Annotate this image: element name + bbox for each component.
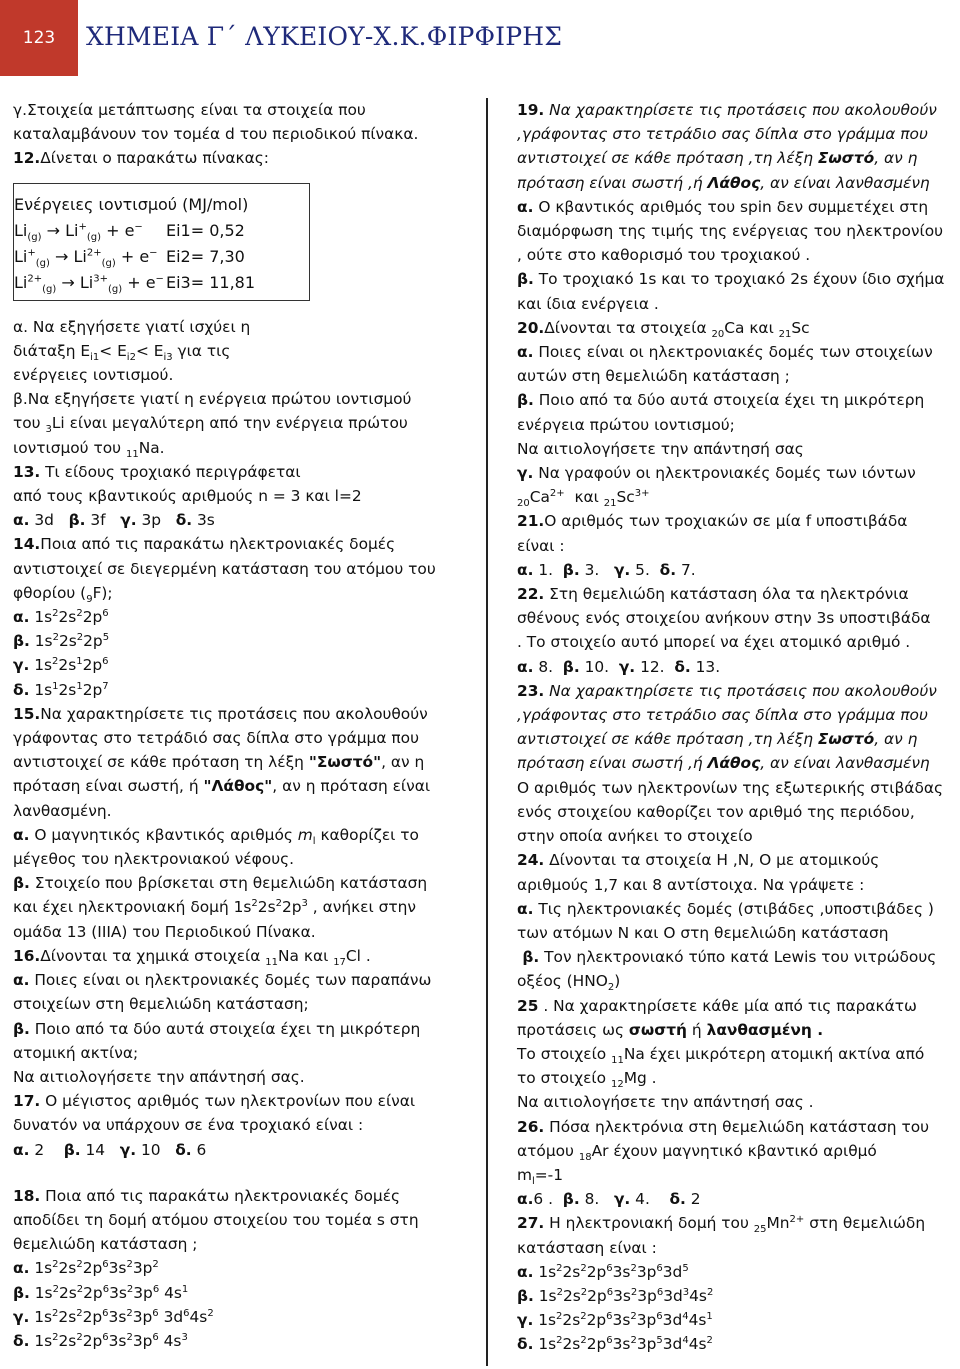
text-line: αντιστοιχεί σε διεγερμένη κατάσταση του ατόμου του: [13, 559, 436, 578]
table-title: Ενέργειες ιοντισμού (MJ/mol): [14, 194, 249, 214]
text-line: πρόταση είναι σωστή ,ή Λάθος, αν είναι λανθασμένη: [517, 754, 930, 773]
table-row: $Li^+_{(g)} \to Li^{2+}_{(g)} + e^-$ Ei2= 7,30: [14, 246, 245, 269]
option: α. $1s^22s^22p^63s^23p^63d^5$: [517, 1262, 689, 1281]
question-22: 22. Στη θεμελιώδη κατάσταση όλα τα ηλεκτρόνια: [517, 585, 909, 604]
option: δ. $1s^22s^22p^63s^23p^53d^44s^2$: [517, 1335, 713, 1354]
text-line: Να αιτιολογήσετε την απάντησή σας.: [13, 1067, 305, 1086]
text-line: αυτών στη θεμελιώδη κατάσταση ;: [517, 367, 790, 386]
text-line: μέγεθος του ηλεκτρονιακού νέφους.: [13, 850, 295, 869]
options-line: α.6 . β. 8. γ. 4. δ. 2: [517, 1190, 701, 1209]
text-line: το στοιχείο $_{12}$Mg .: [517, 1069, 657, 1091]
text-line: και έχει ηλεκτρονιακή δομή $1s^22s^22p^3$ , ανήκει στην: [13, 898, 416, 917]
text-line: ενέργειες ιοντισμού.: [13, 366, 174, 385]
options-line: α. 1. β. 3. γ. 5. δ. 7.: [517, 560, 696, 579]
question-15: 15.Να χαρακτηρίσετε τις προτάσεις που ακολουθούν: [13, 704, 428, 723]
options-line: α. 2 β. 14 γ. 10 δ. 6: [13, 1140, 207, 1159]
text-line: β. Ποιο από τα δύο αυτά στοιχεία έχει τη μικρότερη: [13, 1019, 421, 1038]
option: δ. $1s^22s^22p^63s^23p^6$ $4s^3$: [13, 1331, 188, 1350]
option: β. $1s^22s^22p^5$: [13, 632, 110, 651]
option: β. $1s^22s^22p^63s^23p^6$ $4s^1$: [13, 1283, 189, 1302]
text-line: και ίδια ενέργεια .: [517, 294, 659, 313]
options-line: α. 3d β. 3f γ. 3p δ. 3s: [13, 511, 215, 530]
table-row: $Li_{(g)} \to Li^+_{(g)} + e^-$ Ei1= 0,52: [14, 220, 245, 243]
text-line: Να αιτιολογήσετε την απάντησή σας .: [517, 1093, 814, 1112]
text-line: φθορίου $(_9F)$;: [13, 583, 113, 605]
text-line: αντιστοιχεί σε κάθε πρόταση τη λέξη "Σωστό", αν η: [13, 753, 425, 772]
header-title: ΧΗΜΕΙΑ Γ΄ ΛΥΚΕΙΟΥ-Χ.Κ.ΦΙΡΦΙΡΗΣ: [86, 22, 563, 51]
text-line: ,γράφοντας στο τετράδιο σας δίπλα στο γράμμα που: [517, 706, 928, 725]
option: α. $1s^22s^22p^6$: [13, 607, 109, 627]
text-line: αντιστοιχεί σε κάθε πρόταση ,τη λέξη Σωστό, αν η: [517, 149, 918, 168]
text-line: α. Τις ηλεκτρονιακές δομές (στιβάδες ,υποστιβάδες ): [517, 899, 934, 918]
text-line: πρόταση είναι σωστή, ή "Λάθος", αν η πρόταση είναι: [13, 777, 431, 796]
left-column: [13, 98, 475, 1353]
text-line: ομάδα 13 (ΙΙΙΑ) του Περιοδικού Πίνακα.: [13, 922, 316, 941]
options-line: α. 8. β. 10. γ. 12. δ. 13.: [517, 657, 721, 676]
text-line: των ατόμων Ν και Ο στη θεμελιώδη κατάσταση: [517, 923, 889, 942]
text-line: οξέος $(HNO_2)$: [517, 972, 621, 994]
question-25: 25 . Να χαρακτηρίσετε κάθε μία από τις παρακάτω: [517, 996, 917, 1015]
text-line: διαμόρφωση της τιμής της ενέργειας του ηλεκτρονίου: [517, 222, 944, 241]
question-12: 12.Δίνεται ο παρακάτω πίνακας:: [13, 149, 269, 168]
text-line: ενέργεια πρώτου ιοντισμού;: [517, 415, 735, 434]
text-line: β. Στοιχείο που βρίσκεται στη θεμελιώδη κατάσταση: [13, 874, 428, 893]
text-line: γράφοντας στο τετράδιό σας δίπλα στο γράμμα που: [13, 729, 419, 748]
option: γ. $1s^22s^22p^63s^23p^63d^44s^1$: [517, 1311, 713, 1330]
text-line: δυνατόν να υπάρχουν σε ένα τροχιακό είναι :: [13, 1116, 364, 1135]
text-line: , ούτε στο καθορισμό του τροχιακού .: [517, 246, 811, 265]
text-line: είναι :: [517, 536, 565, 555]
text-line: β.Να εξηγήσετε γιατί η ενέργεια πρώτου ιοντισμού: [13, 390, 412, 409]
option: γ. $1s^22s^12p^6$: [13, 656, 109, 675]
text-line: από τους κβαντικούς αριθμούς n = 3 και l=2: [13, 487, 362, 506]
option: β. $1s^22s^22p^63s^23p^63d^34s^2$: [517, 1286, 714, 1305]
text-line: αριθμούς 1,7 και 8 αντίστοιχα. Να γράψετε :: [517, 875, 865, 894]
option: γ. $1s^22s^22p^63s^23p^6$ $3d^64s^2$: [13, 1307, 214, 1326]
question-18: 18. Ποια από τις παρακάτω ηλεκτρονιακές δομές: [13, 1186, 401, 1205]
question-14: 14.Ποια από τις παρακάτω ηλεκτρονιακές δομές: [13, 535, 396, 554]
text-line: α. Ποιες είναι οι ηλεκτρονιακές δομές των παραπάνω: [13, 971, 432, 990]
ionization-table: [13, 183, 310, 301]
text-line: λανθασμένη.: [13, 801, 112, 820]
text-line: β. Ποιο από τα δύο αυτά στοιχεία έχει τη μικρότερη: [517, 391, 925, 410]
text-line: Ο αριθμός των ηλεκτρονίων της εξωτερικής στιβάδας: [517, 778, 944, 797]
question-23: 23. Να χαρακτηρίσετε τις προτάσεις που ακολουθούν: [517, 681, 937, 700]
question-21: 21.Ο αριθμός των τροχιακών σε μία f υποστιβάδα: [517, 512, 908, 531]
text-line: $_{20}Ca^{2+}$ και $_{21}Sc^{3+}$: [517, 488, 650, 510]
question-17: 17. Ο μέγιστος αριθμός των ηλεκτρονίων που είναι: [13, 1092, 416, 1111]
text-line: καταλαμβάνουν τον τομέα d του περιοδικού πίνακα.: [13, 125, 419, 144]
text-line: αντιστοιχεί σε κάθε πρόταση ,τη λέξη Σωστό, αν η: [517, 730, 918, 749]
text-line: ενός στοιχείου καθορίζει τον αριθμό της περιόδου,: [517, 802, 915, 821]
text-line: κατάσταση είναι :: [517, 1238, 657, 1257]
question-26: 26. Πόσα ηλεκτρόνια στη θεμελιώδη κατάσταση του: [517, 1117, 930, 1136]
text-line: α. Ο μαγνητικός κβαντικός αριθμός $m_l$ καθορίζει το: [13, 825, 419, 847]
question-20: 20.Δίνονται τα στοιχεία $_{20}$Ca και $_{21}$Sc: [517, 318, 810, 340]
question-27: 27. Η ηλεκτρονιακή δομή του $_{25}Mn^{2+}$ στη θεμελιώδη: [517, 1214, 926, 1236]
question-16: 16.Δίνονται τα χημικά στοιχεία $_{11}$Na και $_{17}$Cl .: [13, 946, 371, 968]
text-line: ατομική ακτίνα;: [13, 1043, 139, 1062]
question-13: 13. Τι είδους τροχιακό περιγράφεται: [13, 462, 301, 481]
text-line: . Το στοιχείο αυτό μπορεί να έχει ατομικό αριθμό .: [517, 633, 911, 652]
option: α. $1s^22s^22p^63s^23p^2$: [13, 1259, 159, 1278]
text-line: ,γράφοντας στο τετράδιο σας δίπλα στο γράμμα που: [517, 125, 928, 144]
question-24: 24. Δίνονται τα στοιχεία Η ,Ν, Ο με ατομικούς: [517, 851, 880, 870]
text-line: β. Τον ηλεκτρονιακό τύπο κατά Lewis του νιτρώδους: [517, 948, 937, 967]
text-line: του $_3$Li είναι μεγαλύτερη από την ενέργεια πρώτου: [13, 414, 408, 436]
text-line: ιοντισμού του $_{11}$Na.: [13, 438, 165, 460]
column-divider: [486, 98, 488, 1366]
question-19: 19. Να χαρακτηρίσετε τις προτάσεις που ακολουθούν: [517, 101, 937, 119]
option: δ. $1s^12s^12p^7$: [13, 680, 109, 699]
text-line: α. Ο κβαντικός αριθμός του spin δεν συμμετέχει στη: [517, 197, 929, 216]
text-line: γ. Να γραφούν οι ηλεκτρονιακές δομές των ιόντων: [517, 464, 916, 483]
text-line: α. Να εξηγήσετε γιατί ισχύει η: [13, 317, 251, 336]
text-line: στην οποία ανήκει το στοιχείο: [517, 827, 753, 846]
text-line: Να αιτιολογήσετε την απάντησή σας: [517, 439, 804, 458]
text-line: αποδίδει τη δομή ατόμου στοιχείου του τομέα s στη: [13, 1210, 419, 1229]
text-line: στοιχείων στη θεμελιώδη κατάσταση;: [13, 995, 309, 1014]
text-line: α. Ποιες είναι οι ηλεκτρονιακές δομές των στοιχείων: [517, 343, 933, 362]
table-row: $Li^{2+}_{(g)} \to Li^{3+}_{(g)} + e^-$ Ei3= 11,81: [14, 272, 256, 295]
text-line: ατόμου $_{18}$Ar έχουν μαγνητικό κβαντικό αριθμό: [517, 1141, 877, 1163]
page-number-badge: [0, 0, 78, 76]
text-line: θεμελιώδη κατάσταση ;: [13, 1235, 198, 1254]
page-number: 123: [22, 28, 56, 48]
text-line: γ.Στοιχεία μετάπτωσης είναι τα στοιχεία που: [13, 101, 366, 119]
text-line: Το στοιχείο $_{11}$Na έχει μικρότερη ατομική ακτίνα από: [517, 1044, 925, 1066]
text-line: διάταξη $E_{i1}< E_{i2}< E_{i3}$ για τις: [13, 341, 231, 363]
text-line: σθένους ενός στοιχείου ανήκουν στην 3s υποστιβάδα: [517, 609, 931, 628]
right-column: [517, 98, 960, 1357]
text-line: β. Το τροχιακό 1s και το τροχιακό 2s έχουν ίδιο σχήμα: [517, 270, 945, 289]
text-line: $m_l=-1$: [517, 1165, 564, 1188]
text-line: πρόταση είναι σωστή ,ή Λάθος, αν είναι λανθασμένη: [517, 173, 930, 192]
text-line: προτάσεις ως σωστή ή λανθασμένη .: [517, 1020, 824, 1039]
